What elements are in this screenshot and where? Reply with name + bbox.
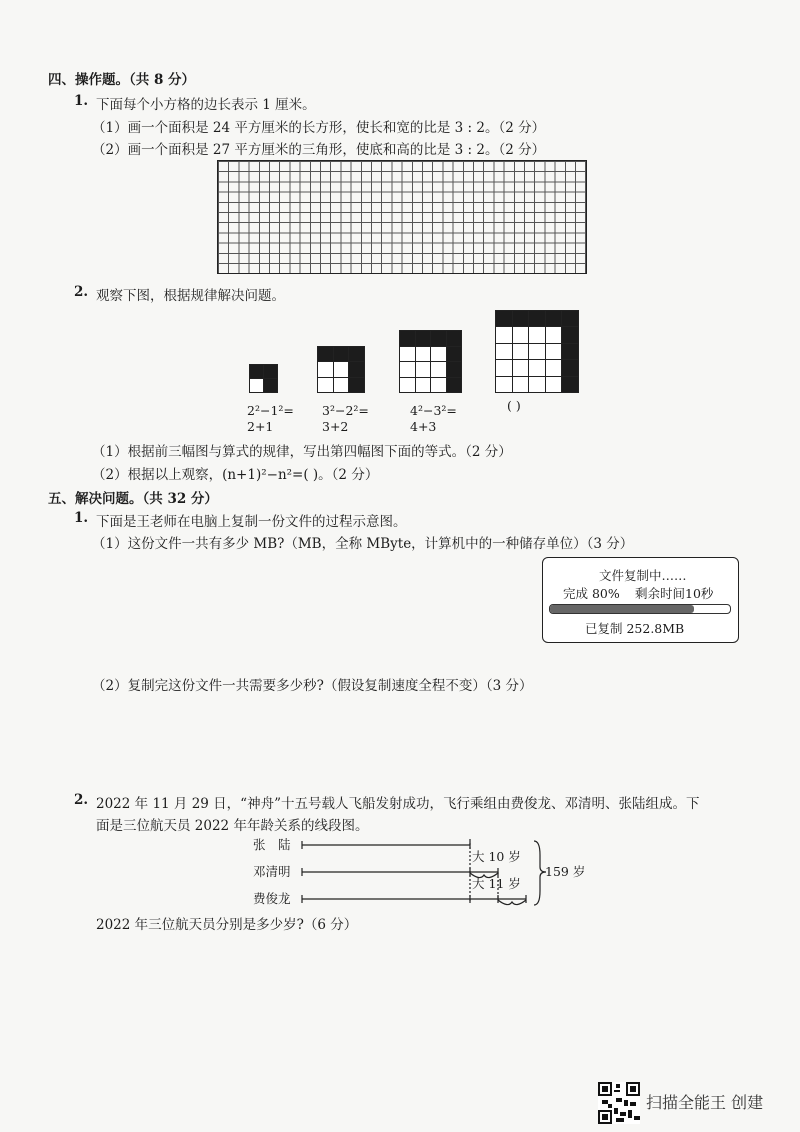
figure-3-cell — [446, 330, 463, 347]
figure-3-cell — [430, 361, 447, 378]
figure-4-cell — [561, 326, 579, 344]
name-deng-qingming: 邓清明 — [253, 864, 291, 879]
dialog-remaining: 剩余时间10秒 — [635, 586, 714, 601]
figure-4-cell — [528, 326, 546, 344]
figure-1-cell — [249, 378, 264, 393]
figure-2-cell — [317, 361, 334, 378]
figure-4-cell — [528, 310, 546, 328]
progress-bar — [549, 604, 731, 614]
figure-2-cell — [333, 377, 350, 394]
progress-bar-fill — [550, 605, 694, 613]
figure-4-cell — [512, 343, 530, 361]
fig3-eq2: 4+3 — [410, 419, 437, 434]
diff-label-11: 大 11 岁 — [472, 876, 521, 891]
figure-3-cell — [415, 346, 432, 363]
figure-4-cell — [495, 376, 513, 394]
q1-text: 下面每个小方格的边长表示 1 厘米。 — [96, 97, 316, 113]
s5-q1-text: 下面是王老师在电脑上复制一份文件的过程示意图。 — [96, 514, 407, 530]
fig2-eq2: 3+2 — [322, 419, 349, 434]
figure-2-cell — [348, 377, 365, 394]
figure-3-cell — [399, 346, 416, 363]
figure-3-cell — [415, 377, 432, 394]
figure-3-cell — [430, 346, 447, 363]
fig3-eq1: 4²−3²= — [410, 403, 457, 418]
figure-4-cell — [528, 359, 546, 377]
fig1-eq2: 2+1 — [247, 419, 274, 434]
section5-title: 五、解决问题。（共 32 分） — [48, 491, 218, 507]
name-fei-junlong: 费俊龙 — [253, 891, 291, 906]
figure-3-cell — [415, 330, 432, 347]
figure-4-cell — [545, 376, 563, 394]
figure-3-cell — [399, 377, 416, 394]
figure-2-cell — [348, 346, 365, 363]
dialog-copied: 已复制 252.8MB — [585, 621, 685, 636]
figure-3-cell — [446, 377, 463, 394]
figure-3-cell — [399, 330, 416, 347]
dialog-title: 文件复制中…… — [599, 568, 687, 583]
s5-q2-question: 2022 年三位航天员分别是多少岁?（6 分） — [96, 917, 358, 933]
figure-4-cell — [561, 376, 579, 394]
fig2-eq1: 3²−2²= — [322, 403, 369, 418]
figure-2-cell — [333, 346, 350, 363]
figure-4-cell — [528, 343, 546, 361]
figure-1-cell — [249, 364, 264, 379]
figure-4-cell — [512, 310, 530, 328]
s5-q2-number: 2. — [74, 792, 89, 808]
section4-title: 四、操作题。（共 8 分） — [48, 72, 196, 88]
figure-2-cell — [317, 377, 334, 394]
q1-number: 1. — [74, 93, 89, 109]
dialog-done: 完成 80% — [563, 586, 620, 601]
q2-sub2: （2）根据以上观察，(n+1)²−n²=( )。（2 分） — [92, 467, 379, 483]
q2-sub1: （1）根据前三幅图与算式的规律，写出第四幅图下面的等式。（2 分） — [92, 444, 512, 460]
copy-progress-dialog — [542, 557, 739, 643]
figure-4-cell — [495, 326, 513, 344]
figure-4-cell — [512, 376, 530, 394]
s5-q1-number: 1. — [74, 510, 89, 526]
figure-4-cell — [561, 359, 579, 377]
figure-4-cell — [545, 343, 563, 361]
total-label: 159 岁 — [545, 864, 586, 879]
qr-code-icon — [598, 1082, 640, 1124]
figure-1-cell — [263, 378, 278, 393]
s5-q1-sub1: （1）这份文件一共有多少 MB?（MB，全称 MByte，计算机中的一种储存单位）（3 分） — [92, 536, 634, 552]
figure-4-cell — [495, 310, 513, 328]
figure-2-cell — [348, 361, 365, 378]
q1-sub1: （1）画一个面积是 24 平方厘米的长方形，使长和宽的比是 3 : 2。（2 分） — [92, 120, 546, 136]
figure-4-cell — [495, 343, 513, 361]
figure-3-cell — [446, 346, 463, 363]
q1-sub2: （2）画一个面积是 27 平方厘米的三角形，使底和高的比是 3 : 2。（2 分） — [92, 142, 546, 158]
scanner-watermark: 扫描全能王 创建 — [646, 1093, 764, 1112]
figure-4-cell — [528, 376, 546, 394]
figure-4-cell — [561, 310, 579, 328]
figure-4-cell — [545, 359, 563, 377]
figure-3-cell — [399, 361, 416, 378]
figure-4-cell — [512, 326, 530, 344]
fig1-eq1: 2²−1²= — [247, 403, 294, 418]
figure-4-cell — [561, 343, 579, 361]
q2-number: 2. — [74, 284, 89, 300]
s5-q1-sub2: （2）复制完这份文件一共需要多少秒?（假设复制速度全程不变）（3 分） — [92, 678, 533, 694]
figure-3-cell — [430, 330, 447, 347]
q2-text: 观察下图，根据规律解决问题。 — [96, 288, 285, 304]
figure-4-cell — [495, 359, 513, 377]
s5-q2-text2: 面是三位航天员 2022 年年龄关系的线段图。 — [96, 818, 369, 834]
figure-4-cell — [545, 326, 563, 344]
figure-4-cell — [545, 310, 563, 328]
diff-label-10: 大 10 岁 — [472, 849, 521, 864]
figure-1-cell — [263, 364, 278, 379]
figure-3-cell — [446, 361, 463, 378]
s5-q2-text1: 2022 年 11 月 29 日，“神舟”十五号载人飞船发射成功，飞行乘组由费俊龙、邓清明、张陆组成。下 — [96, 796, 700, 812]
name-zhang-lu: 张 陆 — [253, 837, 291, 852]
fig4-eq1: ( ) — [507, 398, 521, 413]
figure-3-cell — [415, 361, 432, 378]
figure-4-cell — [512, 359, 530, 377]
pattern-figures — [0, 0, 800, 440]
figure-2-cell — [317, 346, 334, 363]
figure-3-cell — [430, 377, 447, 394]
figure-2-cell — [333, 361, 350, 378]
